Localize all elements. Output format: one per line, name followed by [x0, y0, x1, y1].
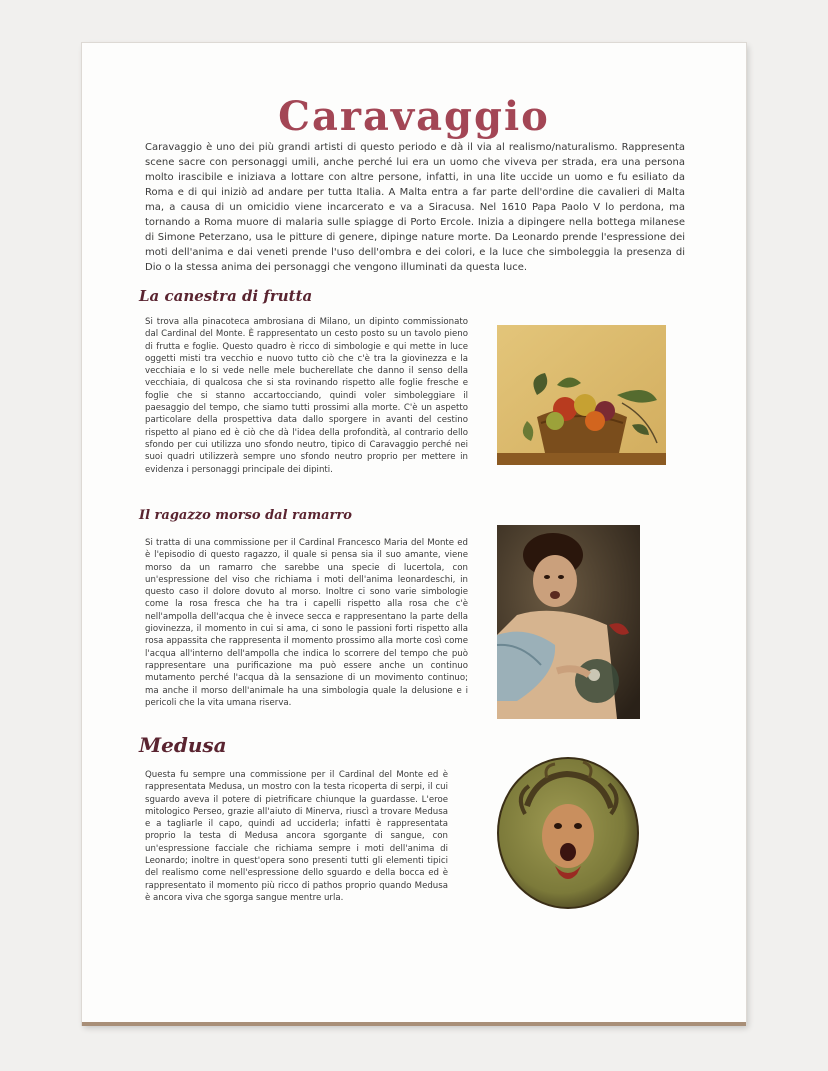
section-text-medusa: Questa fu sempre una commissione per il Cardinal del Monte ed è rappresentata Medusa, un mostro con la testa ricoperta di serpi, il cui sguardo aveva il potere di pietrificare chiunque la guardasse. L'eroe mitologico Perseo, grazie all'aiuto di Minerva, riuscì a trovare Medusa e a tagliarle il capo, quindi ad ucciderla; infatti è rappresentata proprio la testa di Medusa ancora sgorgante di sangue, con un'espressione facciale che richiama sempre i moti dell'anima di Leonardo; inoltre in quest'opera sono presenti tutti gli elementi tipici del realismo come nell'espressione dello sguardo e della bocca ed è rappresentato il momento più ricco di pathos proprio quando Medusa è ancora viva che sgorga sangue mentre urla.	[145, 770, 448, 903]
section-text-canestra: Si trova alla pinacoteca ambrosiana di Milano, un dipinto commissionato dal Cardinal del Monte. È rappresentato un cesto posto su un tavolo pieno di frutta e foglie. Questo quadro è ricco di simbologie e qui mette in luce oggetti misti tra vecchio e nuovo tutto ciò che c'è tra la giovinezza e la vecchiaia e lo si vede nelle mele bucherellate che danno il senso della vecchiaia, di qualcosa che si sta rovinando rispetto alle foglie fresche e foglie che si stanno accartocciando, quindi voler simboleggiare il paesaggio del tempo, che siamo tutti prossimi alla morte. C'è un aspetto particolare della prospettiva data dallo sporgere in avanti del cestino rispetto al piano ed è ciò che dà l'idea della profondità, al contrario dello sfondo per cui utilizza uno sfondo neutro, tipico di Caravaggio perché nei suoi quadri utilizzerà sempre uno sfondo neutro proprio per mettere in evidenza i personaggi principale dei dipinti.	[145, 317, 468, 475]
document-page	[82, 43, 746, 1025]
painting-medusa	[497, 756, 640, 910]
painting-ragazzo-morso-dal-ramarro	[497, 525, 640, 719]
page-title: Caravaggio	[278, 93, 550, 140]
section-title-medusa: Medusa	[139, 733, 227, 757]
intro-paragraph: Caravaggio è uno dei più grandi artisti di questo periodo e dà il via al realismo/naturalismo. Rappresenta scene sacre con personaggi umili, anche perché lui era un uomo che viveva per strada, era una persona molto irascibile e iniziava a lottare con altre persone, infatti, in una lite uccide un uomo e fu esiliato da Roma e di qui iniziò ad andare per tutta Italia. A Malta entra a far parte dell'ordine die cavalieri di Malta ma, a causa di un omicidio viene incarcerato e va a Siracusa. Nel 1610 Papa Paolo V lo perdona, ma tornando a Roma muore di malaria sulle spiagge di Porto Ercole. Inizia a dipingere nella bottega milanese di Simone Peterzano, usa le pitture di genere, dipinge nature morte. Da Leonardo prende l'espressione dei moti dell'anima e dai veneti prende l'uso dell'ombra e dei colori, e la luce che simboleggia la presenza di Dio o la stessa anima dei personaggi che vengono illuminati da questa luce.	[145, 142, 685, 273]
page-bottom-edge	[82, 1022, 746, 1026]
section-text-ragazzo: Si tratta di una commissione per il Cardinal Francesco Maria del Monte ed è l'episodio di questo ragazzo, il quale si pensa sia il suo amante, viene morso da un ramarro che sarebbe una specie di lucertola, con un'espressione del viso che richiama i moti dell'anima leonardeschi, in questo caso il dolore dovuto al morso. Inoltre ci sono varie simbologie come la rosa fresca che ha tra i capelli rispetto alla rosa che c'è nell'ampolla dell'acqua che è invece secca e rappresentano la parte della giovinezza, il momento in cui si ama, ci sono le passioni forti rispetto alla rosa appassita che rappresenta il momento prossimo alla morte così come l'acqua all'interno dell'ampolla che indica lo scorrere del tempo che può rappresentare una purificazione ma può essere anche un continuo mutamento perché l'acqua dà la sensazione di un movimento continuo; ma anche il morso dell'animale ha una simbologia quale la delusione e i pericoli che la vita umana riserva.	[145, 538, 468, 708]
painting-canestra-di-frutta	[497, 325, 666, 465]
section-title-canestra: La canestra di frutta	[139, 287, 313, 305]
section-title-ragazzo: Il ragazzo morso dal ramarro	[139, 508, 352, 523]
